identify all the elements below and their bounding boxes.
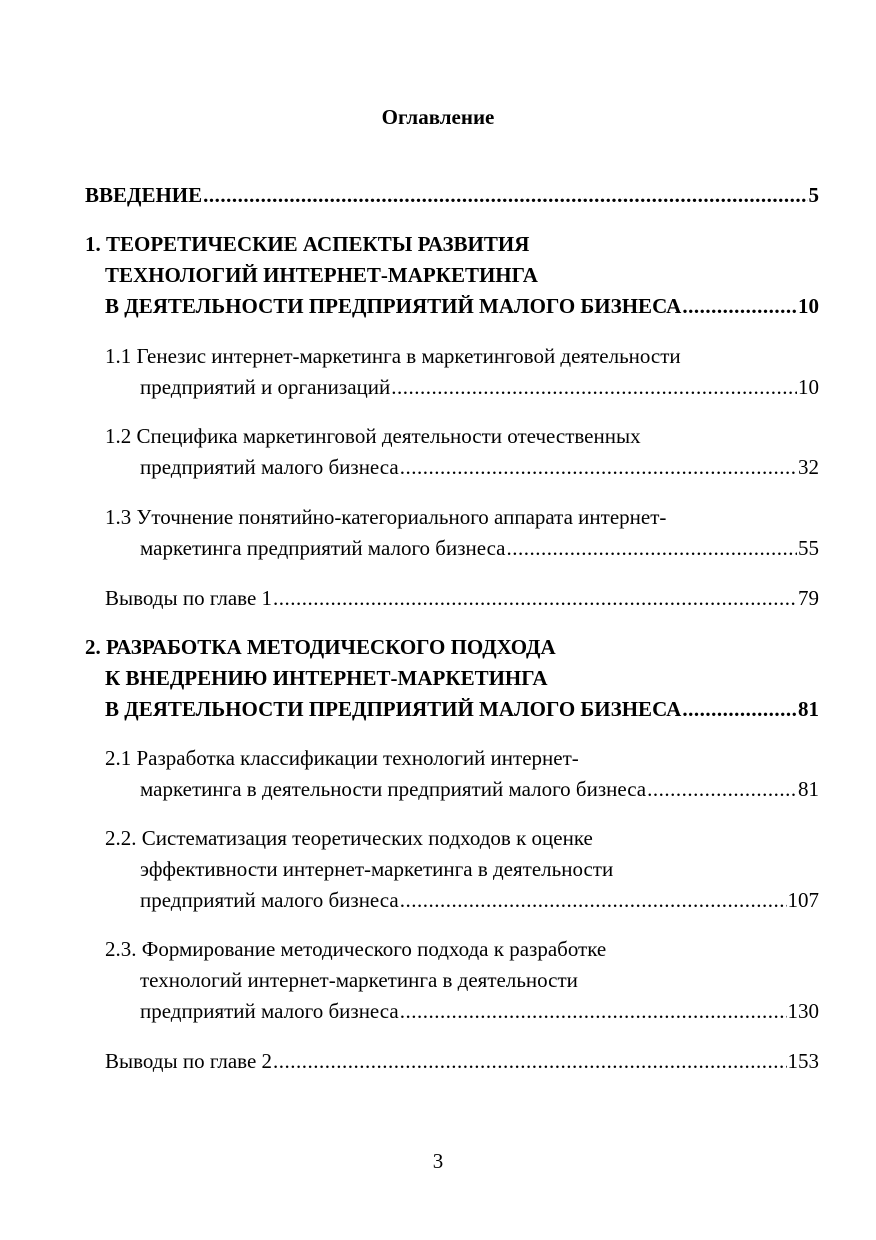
- toc-page-number: 5: [808, 183, 819, 207]
- leader-dots: [273, 1046, 786, 1077]
- toc-page-number: 130: [787, 999, 819, 1023]
- leader-dots: [203, 180, 807, 211]
- leader-dots: [682, 291, 797, 322]
- toc-entry-section-1-1: [0, 341, 876, 403]
- toc-entry-text: 1.3 Уточнение понятийно-категориального аппарата интернет-: [105, 505, 667, 529]
- toc-entry-text: 2.1 Разработка классификации технологий интернет-: [105, 746, 579, 770]
- leader-dots: [647, 774, 797, 805]
- toc-entry-conclusions-1: [0, 583, 876, 614]
- toc-page-number: 81: [798, 777, 819, 801]
- toc-entry-text: предприятий малого бизнеса: [140, 888, 399, 912]
- toc-entry-text: эффективности интернет-маркетинга в деятельности: [140, 857, 614, 881]
- toc-entry-section-2-1: [0, 743, 876, 805]
- toc-entry-text: В ДЕЯТЕЛЬНОСТИ ПРЕДПРИЯТИЙ МАЛОГО БИЗНЕСА: [105, 697, 682, 721]
- toc-entry-text: предприятий малого бизнеса: [140, 999, 399, 1023]
- toc-page-number: 32: [798, 455, 819, 479]
- toc-entry-chapter-2: [0, 632, 876, 725]
- toc-entry-text: 1.1 Генезис интернет-маркетинга в маркетинговой деятельности: [105, 344, 681, 368]
- toc-entry-text: 1.2 Специфика маркетинговой деятельности отечественных: [105, 424, 641, 448]
- toc-entry-text: ВВЕДЕНИЕ: [85, 183, 203, 207]
- toc-entry-text: ТЕХНОЛОГИЙ ИНТЕРНЕТ-МАРКЕТИНГА: [105, 263, 538, 287]
- toc-entry-text: технологий интернет-маркетинга в деятельности: [140, 968, 578, 992]
- leader-dots: [682, 694, 797, 725]
- toc-entry-text: 2.3. Формирование методического подхода к разработке: [105, 937, 607, 961]
- toc-page-number: 79: [798, 586, 819, 610]
- toc-entry-text: маркетинга предприятий малого бизнеса: [140, 536, 506, 560]
- toc-page-number: 10: [798, 375, 819, 399]
- leader-dots: [400, 885, 787, 916]
- toc-entry-text: маркетинга в деятельности предприятий малого бизнеса: [140, 777, 647, 801]
- toc-entry-intro: [0, 180, 876, 211]
- toc-entry-section-2-2: [0, 823, 876, 916]
- toc-entry-chapter-1: [0, 229, 876, 322]
- toc-entry-conclusions-2: [0, 1046, 876, 1077]
- toc-entry-text: предприятий малого бизнеса: [140, 455, 399, 479]
- toc-entry-text: предприятий и организаций: [140, 375, 391, 399]
- leader-dots: [273, 583, 797, 614]
- leader-dots: [400, 996, 787, 1027]
- toc-entry-section-1-3: [0, 502, 876, 564]
- toc-page-number: 153: [787, 1049, 819, 1073]
- toc-entry-text: В ДЕЯТЕЛЬНОСТИ ПРЕДПРИЯТИЙ МАЛОГО БИЗНЕСА: [105, 294, 682, 318]
- toc-entry-text: Выводы по главе 2: [105, 1049, 273, 1073]
- toc-entry-text: 2. РАЗРАБОТКА МЕТОДИЧЕСКОГО ПОДХОДА: [85, 635, 556, 659]
- toc-title: Оглавление: [381, 105, 495, 129]
- page-number: 3: [432, 1149, 444, 1173]
- leader-dots: [400, 452, 797, 483]
- leader-dots: [506, 533, 797, 564]
- toc-entry-text: Выводы по главе 1: [105, 586, 273, 610]
- leader-dots: [391, 372, 797, 403]
- toc-page-number: 107: [787, 888, 819, 912]
- toc-entry-text: 1. ТЕОРЕТИЧЕСКИЕ АСПЕКТЫ РАЗВИТИЯ: [85, 232, 530, 256]
- toc-entry-text: 2.2. Систематизация теоретических подходов к оценке: [105, 826, 593, 850]
- toc-entry-text: К ВНЕДРЕНИЮ ИНТЕРНЕТ-МАРКЕТИНГА: [105, 666, 548, 690]
- toc-entry-section-2-3: [0, 934, 876, 1027]
- toc-page-number: 55: [798, 536, 819, 560]
- toc-entry-section-1-2: [0, 421, 876, 483]
- toc-page-number: 10: [798, 294, 819, 318]
- toc-page-number: 81: [798, 697, 819, 721]
